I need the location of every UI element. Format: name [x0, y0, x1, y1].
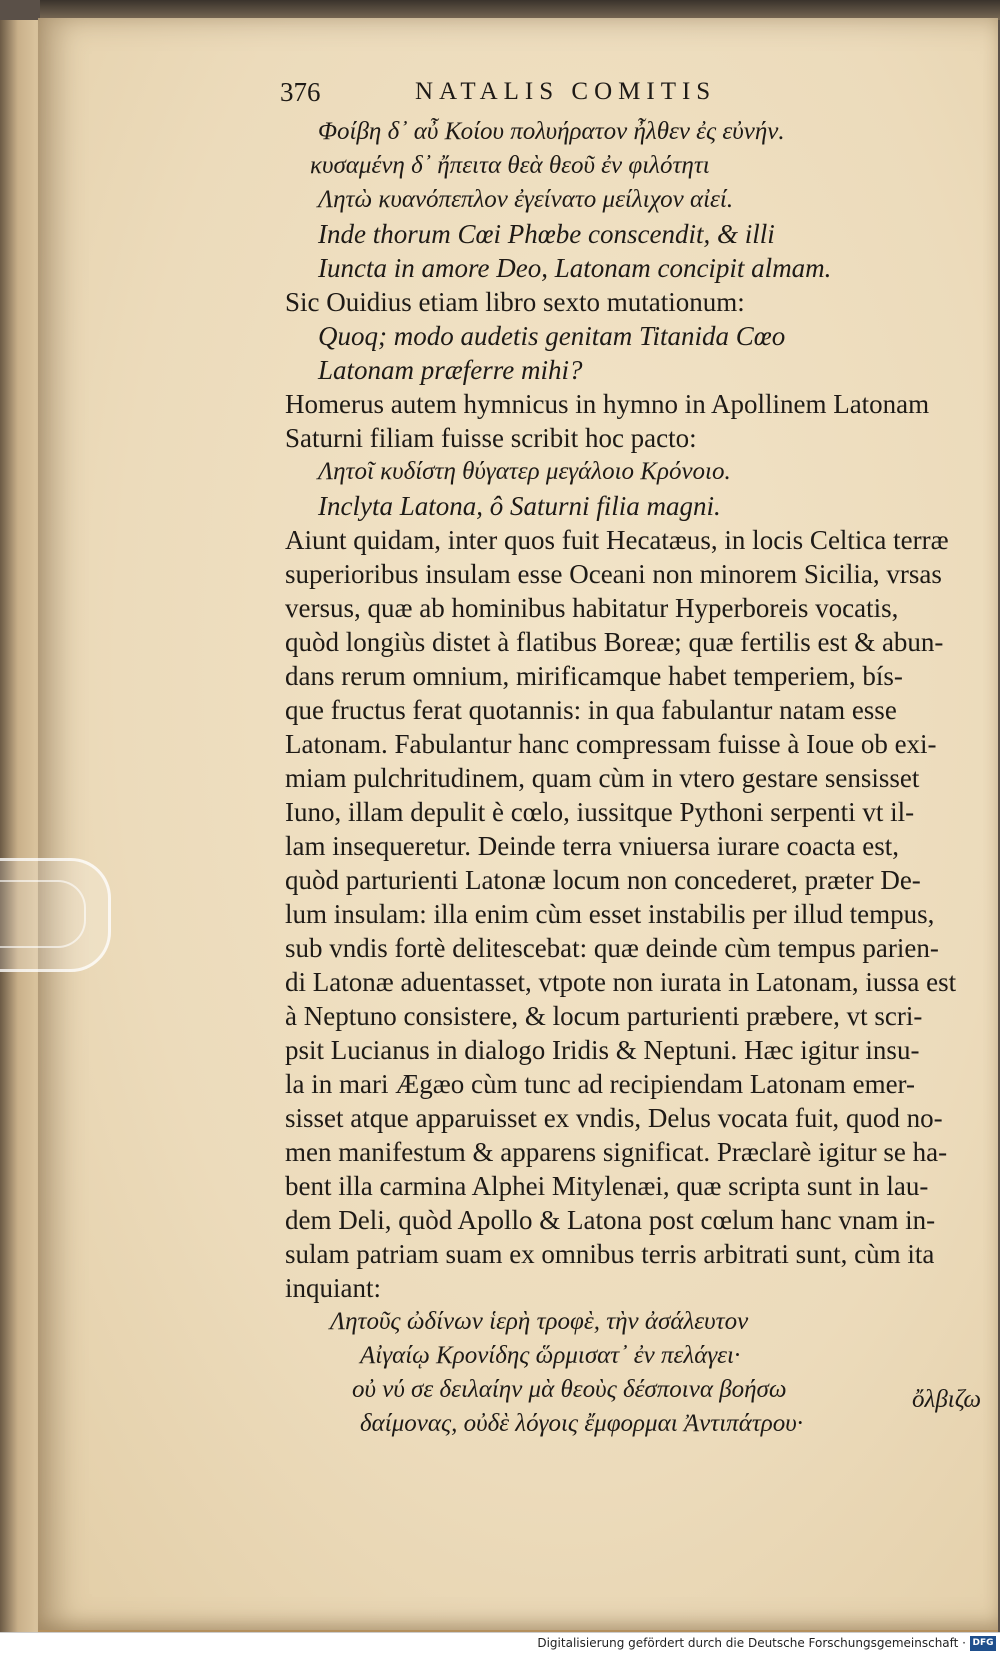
text-line: sulam patriam suam ex omnibus terris arbitrati sunt, cùm ita	[285, 1239, 935, 1269]
text-line: sub vndis fortè delitescebat: quæ deinde cùm tempus parien-	[285, 933, 939, 963]
text-line: δαίμονας, οὐδὲ λόγοις ἔμφορμαι Ἀντιπάτρου·	[360, 1410, 803, 1437]
text-line: sisset atque apparuisset ex vndis, Delus vocata fuit, quod no-	[285, 1103, 943, 1133]
text-line: κυσαμένη δ᾽ ἤπειτα θεὰ θεοῦ ἐν φιλότητι	[310, 152, 710, 179]
text-line: Aiunt quidam, inter quos fuit Hecatæus, in locis Celtica terræ	[285, 525, 949, 555]
dfg-logo-icon: DFG	[970, 1636, 996, 1651]
text-line: inquiant:	[285, 1273, 381, 1303]
text-line: Λητὼ κυανόπεπλον ἐγείνατο μείλιχον αἰεί.	[318, 186, 734, 213]
text-line: Quoq; modo audetis genitam Titanida Cœo	[318, 321, 786, 351]
text-line: que fructus ferat quotannis: in qua fabulantur natam esse	[285, 695, 897, 725]
text-line: Λητοῖ κυδίστη θύγατερ μεγάλοιο Κρόνοιο.	[318, 458, 731, 485]
text-line: Latonam præferre mihi?	[318, 355, 583, 385]
text-line: psit Lucianus in dialogo Iridis & Neptuni. Hæc igitur insu-	[285, 1035, 920, 1065]
text-line: Iuncta in amore Deo, Latonam concipit almam.	[318, 253, 832, 283]
text-line: à Neptuno consistere, & locum parturienti præbere, vt scri-	[285, 1001, 923, 1031]
text-line: Inclyta Latona, ô Saturni filia magni.	[318, 491, 721, 521]
page-number: 376	[280, 77, 321, 107]
text-line: lum insulam: illa enim cùm esset instabilis per illud tempus,	[285, 899, 935, 929]
text-line: dans rerum omnium, mirificamque habet temperiem, bís-	[285, 661, 903, 691]
footer-bar	[0, 1632, 1000, 1655]
text-line: di Latonæ aduentasset, vtpote non iurata in Latonam, iussa est	[285, 967, 957, 997]
text-line: miam pulchritudinem, quam cùm in vtero gestare sensisset	[285, 763, 920, 793]
text-line: Αἰγαίῳ Κρονίδης ὥρμισατ᾽ ἐν πελάγει·	[360, 1342, 741, 1369]
text-line: bent illa carmina Alphei Mitylenæi, quæ scripta sunt in lau-	[285, 1171, 929, 1201]
text-line: men manifestum & apparens significat. Præclarè igitur se ha-	[285, 1137, 948, 1167]
text-line: Saturni filiam fuisse scribit hoc pacto:	[285, 423, 697, 453]
text-line: Homerus autem hymnicus in hymno in Apollinem Latonam	[285, 389, 930, 419]
text-line: la in mari Ægæo cùm tunc ad recipiendam Latonam emer-	[285, 1069, 915, 1099]
text-line: lam insequeretur. Deinde terra vniuersa iurare coacta est,	[285, 831, 899, 861]
text-line: Λητοῦς ὠδίνων ἱερὴ τροφὲ, τὴν ἀσάλευτον	[330, 1308, 749, 1335]
catchword: ὄλβιζω	[912, 1386, 982, 1413]
text-line: quòd parturienti Latonæ locum non concederet, præter De-	[285, 865, 921, 895]
text-line: Inde thorum Cœi Phœbe conscendit, & illi	[318, 219, 775, 249]
text-line: Iuno, illam depulit è cœlo, iussitque Pythoni serpenti vt il-	[285, 797, 915, 827]
text-line: quòd longiùs distet à flatibus Boreæ; quæ fertilis est & abun-	[285, 627, 944, 657]
text-line: οὐ νύ σε δειλαίην μὰ θεοὺς δέσποινα βοήσω	[352, 1376, 787, 1403]
text-line: superioribus insulam esse Oceani non minorem Sicilia, vrsas	[285, 559, 942, 589]
running-title: NATALIS COMITIS	[415, 78, 717, 105]
text-line: Latonam. Fabulantur hanc compressam fuisse à Ioue ob exi-	[285, 729, 937, 759]
text-line: dem Deli, quòd Apollo & Latona post cœlum hanc vnam in-	[285, 1205, 936, 1235]
footer-credit: Digitalisierung gefördert durch die Deutsche Forschungsgemeinschaft ·	[537, 1636, 966, 1650]
text-line: Sic Ouidius etiam libro sexto mutationum:	[285, 287, 745, 317]
text-line: Φοίβη δ᾽ αὖ Κοίου πολυήρατον ἦλθεν ἐς εὐνήν.	[318, 118, 785, 145]
text-line: versus, quæ ab hominibus habitatur Hyperboreis vocatis,	[285, 593, 899, 623]
